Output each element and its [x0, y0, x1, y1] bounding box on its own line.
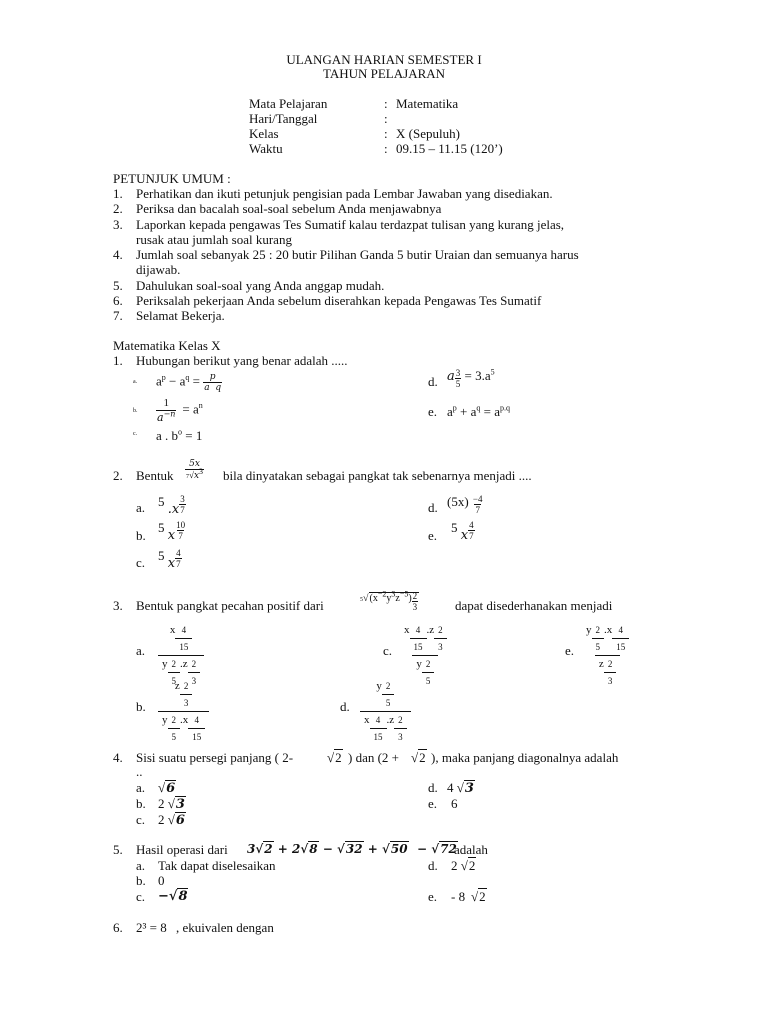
option-formula: z $\frac{2}{3}$ y $\frac{2}{5}$ .x $\frac{4}{15}$: [158, 678, 209, 745]
option-formula: 4 √3: [447, 780, 474, 796]
option-formula: (5x) $\frac{-4}{7}$: [447, 494, 483, 515]
sqrt-formula: √2: [411, 750, 426, 765]
option-formula: a . $b^o = 1$: [156, 427, 203, 443]
info-label: Waktu: [249, 141, 283, 156]
q6-math: 2³ = 8: [136, 920, 167, 935]
info-value: 09.15 – 11.15 (120’): [396, 141, 503, 156]
exam-title: ULANGAN HARIAN SEMESTER I: [286, 52, 482, 67]
instruction-item: Laporkan kepada pengawas Tes Sumatif kalau terdazpat tulisan yang kurang jelas,: [136, 217, 565, 232]
fraction-formula: $\frac{5x}{7√x^3}$: [186, 459, 204, 481]
info-value: Matematika: [396, 96, 459, 111]
info-label: Mata Pelajaran: [249, 96, 328, 111]
option-formula: 5 .x $\frac{3}{7}$: [158, 494, 185, 517]
exam-subtitle: TAHUN PELAJARAN: [322, 66, 446, 81]
option-formula: 5 x $\frac{10}{7}$: [158, 520, 186, 543]
option-formula: 5 x $\frac{4}{7}$: [158, 548, 181, 571]
option-formula: 2 √3: [158, 796, 185, 812]
section-title: Matematika Kelas X: [113, 338, 221, 353]
instruction-item: Periksa dan bacalah soal-soal sebelum Anda menjawabnya: [136, 201, 442, 216]
instruction-item: Jumlah soal sebanyak 25 : 20 butir Pilihan Ganda 5 butir Uraian dan semuanya harus: [136, 247, 579, 262]
option-formula: 2 √6: [158, 812, 185, 828]
option-formula: −√8: [158, 889, 188, 904]
option-formula: y $\frac{2}{5}$ x $\frac{4}{15}$ .z $\frac{2}{3}$: [360, 678, 411, 745]
expression-formula: 3√2 + 2√8 − √32 + √50 − √72: [247, 842, 457, 856]
instructions-heading: PETUNJUK UMUM :: [113, 171, 231, 186]
info-label: Hari/Tanggal: [249, 111, 318, 126]
info-value: X (Sepuluh): [396, 126, 460, 141]
sqrt-formula: √2: [327, 750, 342, 765]
option-formula: 5 x $\frac{4}{7}$: [451, 520, 474, 543]
instruction-item: Dahulukan soal-soal yang Anda anggap mudah.: [136, 278, 385, 293]
info-label: Kelas: [249, 126, 279, 141]
option-formula: √2: [471, 889, 486, 904]
option-formula: √6: [158, 780, 176, 796]
option-formula: y $\frac{2}{5}$ .x $\frac{4}{15}$ z $\frac{2}{3}$: [582, 622, 633, 689]
instruction-item: Selamat Bekerja.: [136, 308, 225, 323]
option-formula: x $\frac{4}{15}$ y $\frac{2}{5}$ .z $\frac{2}{3}$: [158, 622, 204, 689]
option-formula: x $\frac{4}{15}$ .z $\frac{2}{3}$ y $\frac{2}{5}$: [400, 622, 451, 689]
instruction-item: Periksalah pekerjaan Anda sebelum diserahkan kepada Pengawas Tes Sumatif: [136, 293, 542, 308]
option-formula: 2 √2: [451, 858, 476, 873]
question-text: Hubungan berikut yang benar adalah .....: [136, 353, 348, 368]
option-formula: $a^p + a^q = a^{p.q}$: [447, 403, 510, 419]
radical-formula: $5√(x^{-2}y^3z^{-5})$ $\frac{2}{3}$: [360, 589, 418, 612]
option-formula: $a^p - a^q$ = $\frac{p}{\text{a q}}$: [156, 372, 222, 393]
instruction-item: Perhatikan dan ikuti petunjuk pengisian pada Lembar Jawaban yang disediakan.: [136, 186, 553, 201]
option-formula: a $\frac{3}{5}$ = $3.a^5$: [447, 367, 495, 389]
option-formula: $\frac{1}{a^{-n}}$ = $a^n$: [157, 397, 203, 424]
